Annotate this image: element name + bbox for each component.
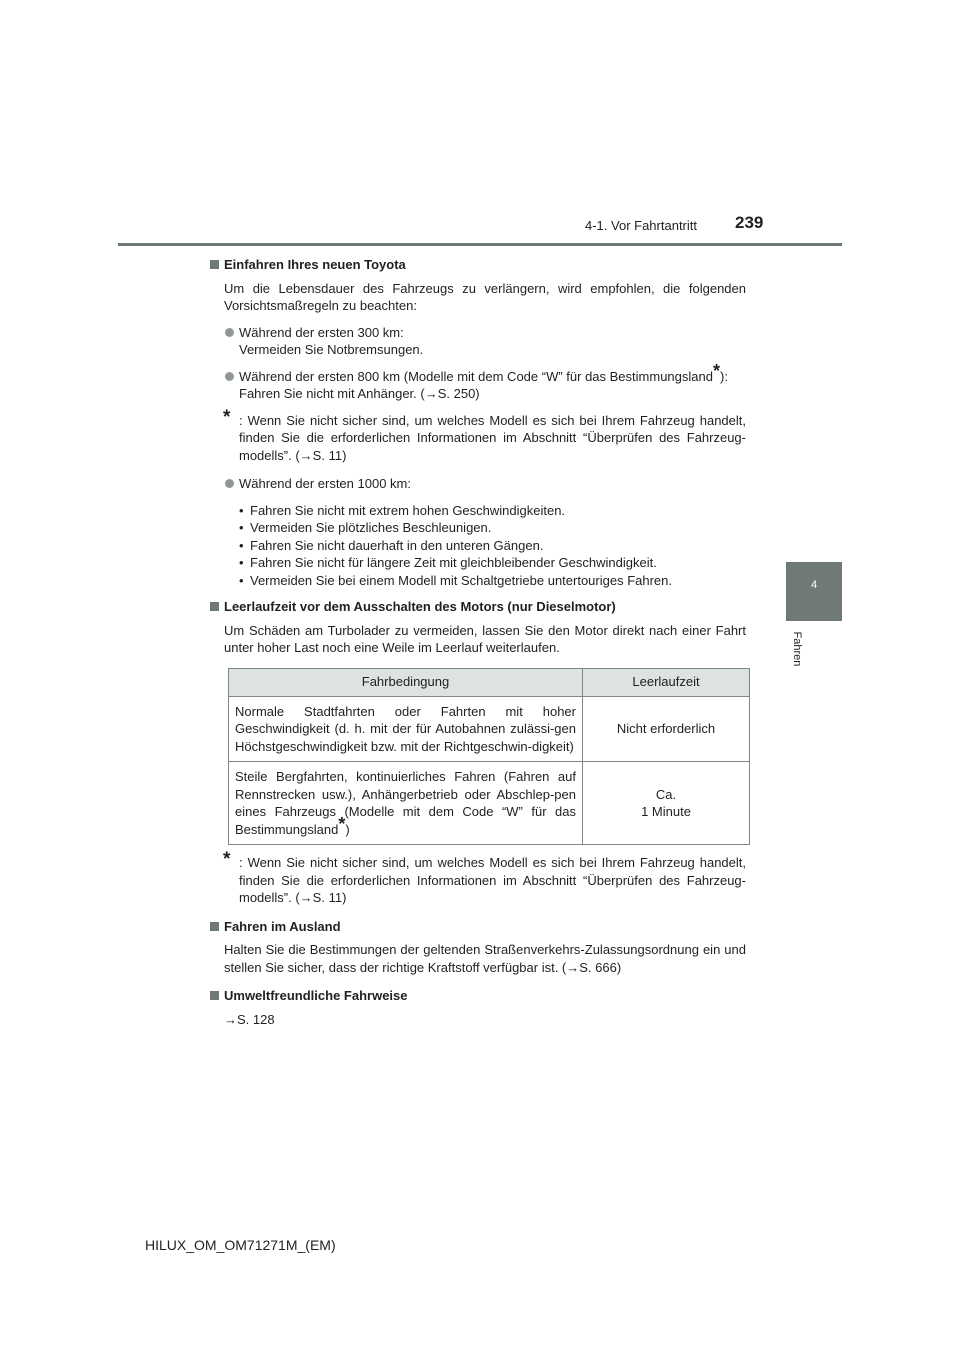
footnote-star: * (223, 406, 231, 428)
einfahren-intro: Um die Lebensdauer des Fahrzeugs zu verlängern, wird empfohlen, die folgenden Vorsichtsmaßregeln zu beachten: (224, 280, 746, 313)
list-item: • Fahren Sie nicht dauerhaft in den unteren Gängen. (210, 537, 746, 555)
bullet-800km (210, 361, 746, 403)
bullet-1000km: Während der ersten 1000 km: (210, 475, 746, 493)
bullet-800km-line2: Fahren Sie nicht mit Anhänger. (→S. 250) (239, 386, 480, 401)
chapter-tab (786, 562, 842, 621)
footnote-star: * (712, 361, 720, 382)
idle-time-table (228, 668, 750, 846)
page-number: 239 (735, 213, 764, 232)
header-rule (118, 243, 842, 246)
ausland-text: Halten Sie die Bestimmungen der geltenden Straßenverkehrs-Zulassungsordnung ein und stellen Sie sicher, dass der richtige Kraftstoff verfügbar ist. (→S. 666) (224, 942, 746, 975)
section-title: 4-1. Vor Fahrtantritt (585, 218, 697, 233)
footnote-einfahren: * : Wenn Sie nicht sicher sind, um welches Modell es sich bei Ihrem Fahrzeug handelt, finden Sie die erforderlichen Informationen im Abschnitt “Überprüfen des Fahrzeug-modells”. (→S. 11) (223, 406, 746, 463)
col-header-condition: Fahrbedingung (229, 668, 583, 696)
chapter-number: 4 (810, 579, 818, 591)
col-header-idle: Leerlaufzeit (583, 668, 750, 696)
table-row (229, 696, 750, 762)
bullet-800km-line1: Während der ersten 800 km (Modelle mit dem Code “W” für das Bestimmungsland*): (239, 361, 728, 384)
footnote-leerlauf: * : Wenn Sie nicht sicher sind, um welches Modell es sich bei Ihrem Fahrzeug handelt, finden Sie die erforderlichen Informationen im Abschnitt “Überprüfen des Fahrzeug-modells”. (→S. 11) (223, 849, 746, 905)
bullet-300km-line1: Während der ersten 300 km: (239, 324, 404, 340)
umwelt-link[interactable]: →S. 128 (224, 1011, 275, 1027)
list-item: • Vermeiden Sie bei einem Modell mit Schaltgetriebe untertouriges Fahren. (210, 572, 746, 590)
heading-umwelt: Umweltfreundliche Fahrweise (210, 987, 746, 1005)
list-item: • Fahren Sie nicht für längere Zeit mit gleichbleibender Geschwindigkeit. (210, 554, 746, 572)
chapter-label: Fahren (791, 631, 803, 667)
footnote-star: * (223, 849, 231, 870)
cell-idle-line1: Ca. (655, 786, 677, 802)
footnote-star: * (338, 814, 346, 835)
table-row (229, 762, 750, 845)
heading-leerlauf: Leerlaufzeit vor dem Ausschalten des Motors (nur Dieselmotor) (210, 598, 746, 616)
table-header-row (229, 668, 750, 696)
cell-idle: Nicht erforderlich (583, 696, 750, 762)
bullet-300km (210, 324, 746, 359)
cell-condition: Steile Bergfahrten, kontinuierliches Fahren (Fahren auf Rennstrecken usw.), Anhängerbetrieb oder Abschlep-pen eines Fahrzeugs (Modelle mit dem Code “W” für das Bestimmungsland*) (229, 762, 583, 845)
heading-ausland: Fahren im Ausland (210, 918, 746, 936)
sub-list (210, 502, 746, 590)
document-code: HILUX_OM_OM71271M_(EM) (145, 1237, 336, 1253)
cell-idle-line2: 1 Minute (641, 804, 691, 819)
page-content (210, 256, 746, 1028)
list-item: • Vermeiden Sie plötzliches Beschleunigen. (210, 519, 746, 537)
bullet-300km-line2: Vermeiden Sie Notbremsungen. (239, 342, 424, 357)
cell-idle (583, 762, 750, 845)
cell-condition: Normale Stadtfahrten oder Fahrten mit hoher Geschwindigkeit (d. h. mit der für Autobahnen zulässi-gen Höchstgeschwindigkeit bzw. mit der Richtgeschwin-digkeit) (229, 696, 583, 762)
leerlauf-intro: Um Schäden am Turbolader zu vermeiden, lassen Sie den Motor direkt nach einer Fahrt unter hoher Last noch eine Weile im Leerlauf weiterlaufen. (224, 622, 746, 655)
list-item: • Fahren Sie nicht mit extrem hohen Geschwindigkeiten. (210, 502, 746, 520)
heading-einfahren: Einfahren Ihres neuen Toyota (210, 256, 746, 274)
